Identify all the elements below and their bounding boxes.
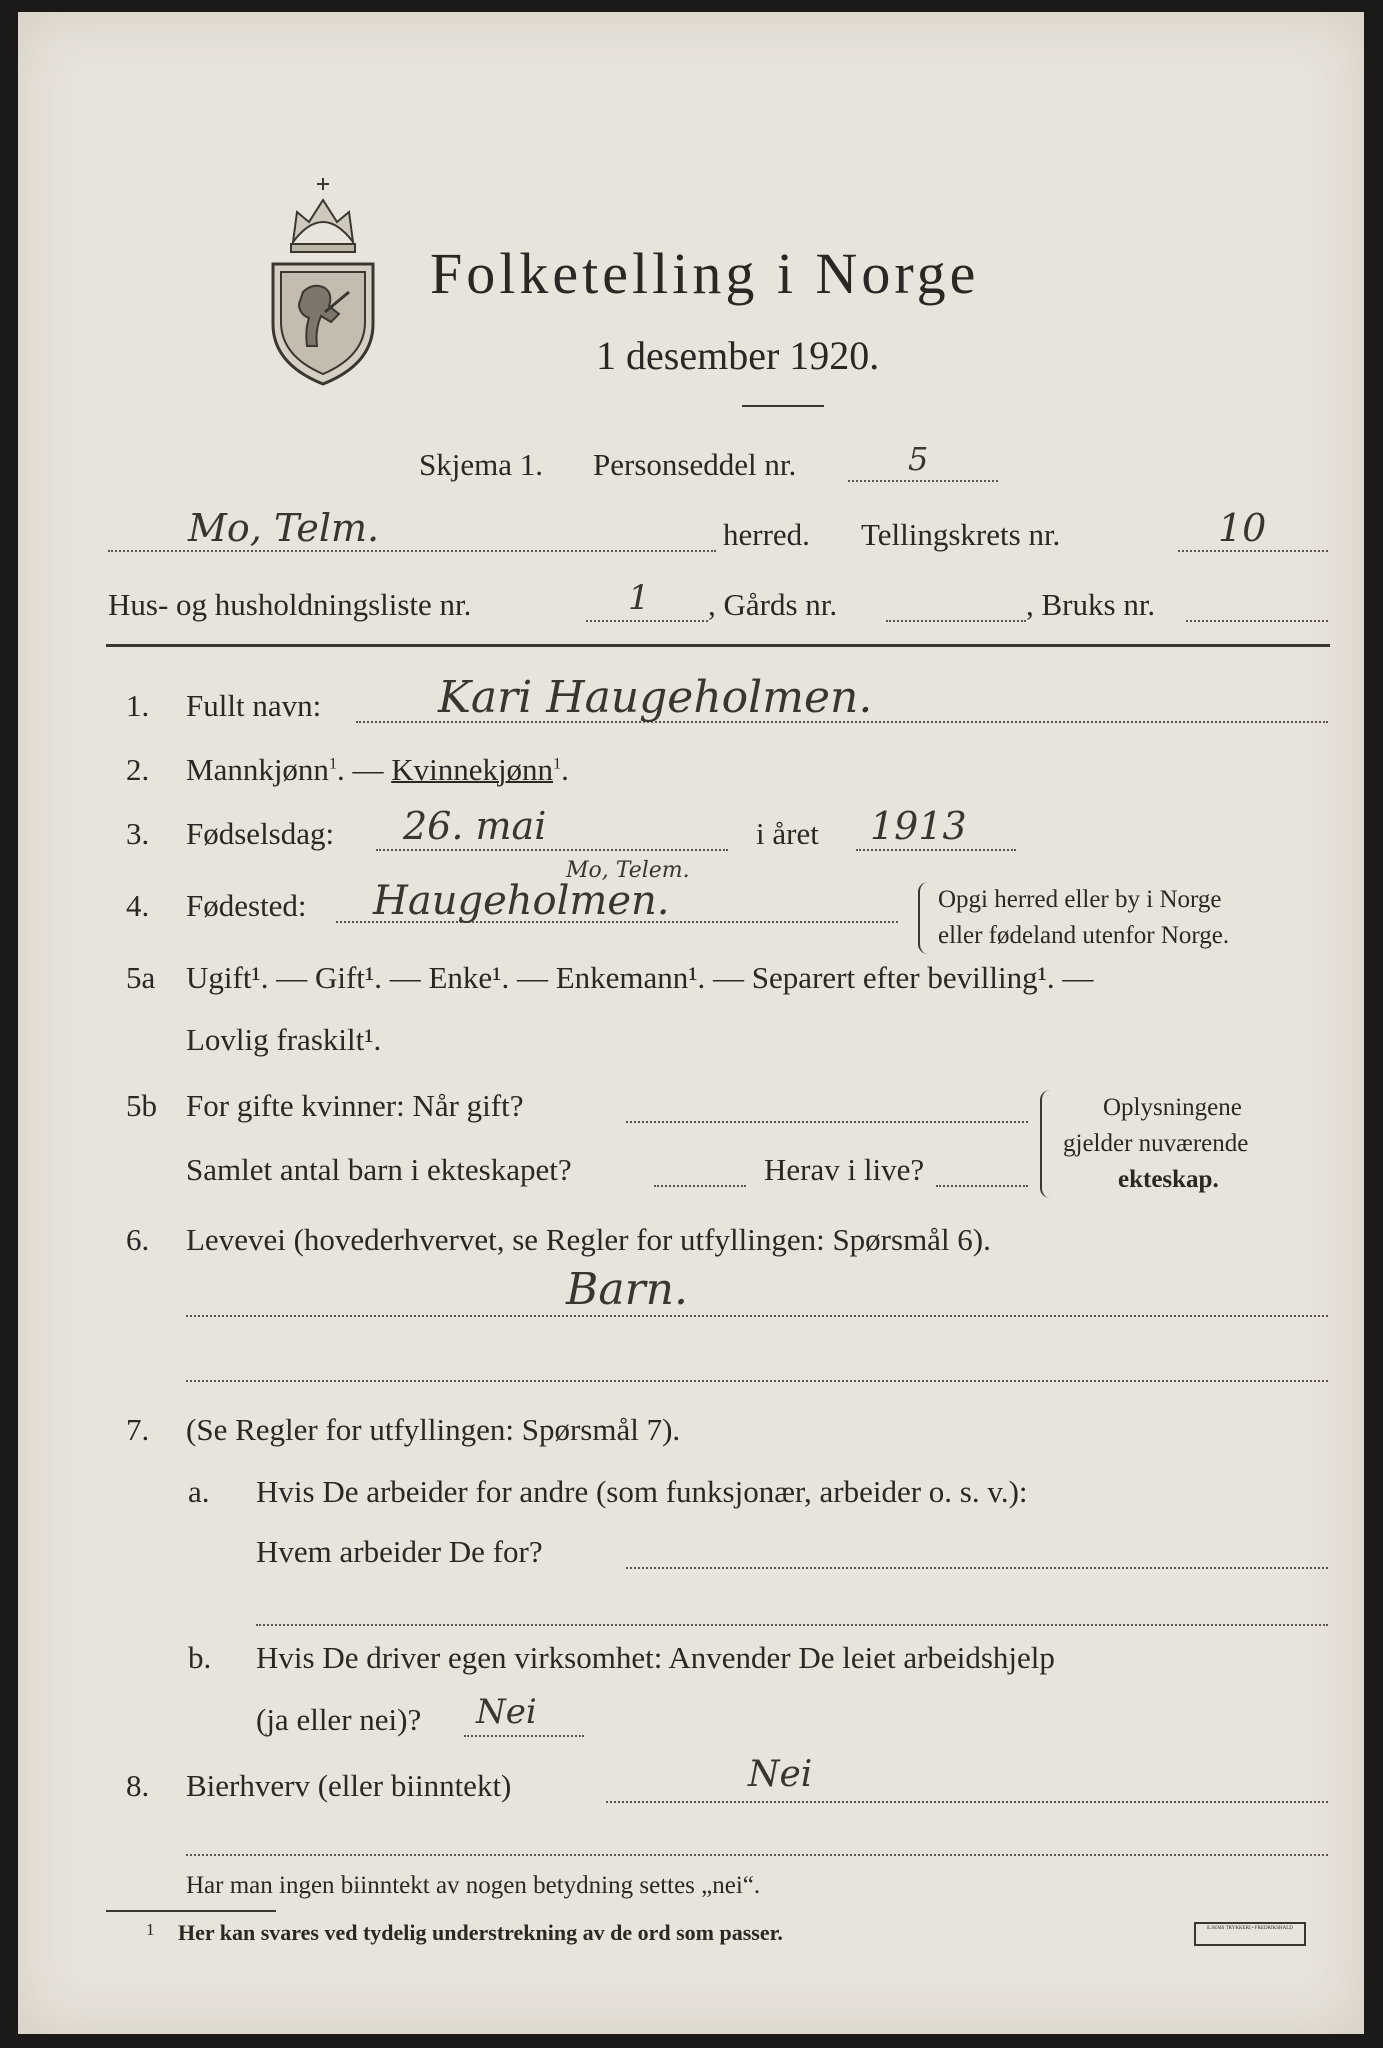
footnote-text: Her kan svares ved tydelig understrekning av de ord som passer. <box>178 1920 783 1945</box>
q2-options: Mannkjønn$^1$. — Kvinnekjønn$^1$. <box>186 752 569 787</box>
gards-label: , Gårds nr. <box>708 587 838 622</box>
q6-line-1 <box>186 1315 1328 1317</box>
q2-number: 2. <box>126 752 150 787</box>
q7b-number: b. <box>188 1640 212 1675</box>
q7b-value: Nei <box>476 1692 537 1732</box>
q1-value: Kari Haugeholmen. <box>438 672 873 723</box>
q2-separator: . — <box>336 752 392 787</box>
tellingskrets-line <box>1178 550 1328 552</box>
q8-number: 8. <box>126 1768 150 1803</box>
form-title: Folketelling i Norge <box>430 241 980 306</box>
bruks-line <box>1186 620 1328 622</box>
q7b-line-1: Hvis De driver egen virksomhet: Anvender De leiet arbeidshjelp <box>256 1640 1055 1675</box>
q3-number: 3. <box>126 816 150 851</box>
hus-label: Hus- og husholdningsliste nr. <box>108 587 472 622</box>
q5b-children-label: Samlet antal barn i ekteskapet? <box>186 1152 572 1187</box>
q8-value: Nei <box>748 1754 813 1795</box>
q7a-number: a. <box>188 1474 210 1509</box>
q3-year-line <box>856 849 1016 851</box>
bruks-label: , Bruks nr. <box>1026 587 1156 622</box>
q4-note-2: eller fødeland utenfor Norge. <box>938 922 1230 949</box>
tellingskrets-value: 10 <box>1218 506 1267 550</box>
herred-label: herred. <box>723 517 810 552</box>
q8-note: Har man ingen biinntekt av nogen betydning settes „nei“. <box>186 1872 761 1899</box>
q2-end: . <box>561 752 569 787</box>
q6-number: 6. <box>126 1222 150 1257</box>
q4-brace <box>918 882 930 954</box>
header-rule <box>106 644 1330 647</box>
q3-label: Fødselsdag: <box>186 816 335 851</box>
q5a-line-2: Lovlig fraskilt¹. <box>186 1022 382 1057</box>
tellingskrets-label: Tellingskrets nr. <box>861 517 1061 552</box>
q5b-brace <box>1040 1090 1052 1198</box>
hus-line <box>586 620 708 622</box>
q5b-line-1: For gifte kvinner: Når gift? <box>186 1088 524 1123</box>
q5b-alive-label: Herav i live? <box>764 1152 925 1187</box>
q6-label: Levevei (hovederhvervet, se Regler for utfyllingen: Spørsmål 6). <box>186 1222 991 1257</box>
q2-mannkjonn: Mannkjønn <box>186 752 329 787</box>
q8-label: Bierhverv (eller biinntekt) <box>186 1768 512 1803</box>
footnote-rule <box>106 1910 276 1912</box>
q5b-children-line <box>654 1185 746 1187</box>
q7-label: (Se Regler for utfyllingen: Spørsmål 7). <box>186 1412 681 1447</box>
q6-value: Barn. <box>566 1264 688 1315</box>
footnote-mark: 1 <box>146 1920 155 1939</box>
q5b-number: 5b <box>126 1088 157 1123</box>
q4-number: 4. <box>126 888 150 923</box>
q5a-line-1: Ugift¹. — Gift¹. — Enke¹. — Enkemann¹. — Separert efter bevilling¹. — <box>186 960 1094 995</box>
q7-number: 7. <box>126 1412 150 1447</box>
personseddel-value: 5 <box>908 440 929 478</box>
q5b-alive-line <box>936 1185 1028 1187</box>
personseddel-line <box>848 480 998 482</box>
census-date: 1 desember 1920. <box>596 333 880 378</box>
q7a-line-2: Hvem arbeider De for? <box>256 1534 543 1569</box>
q3-year-label: i året <box>756 816 819 851</box>
q7a-line-extra <box>256 1624 1328 1626</box>
q1-label: Fullt navn: <box>186 688 322 723</box>
q1-number: 1. <box>126 688 150 723</box>
q5b-note-1: Oplysningene <box>1103 1094 1242 1121</box>
q3-line <box>376 849 728 851</box>
title-divider <box>742 405 824 407</box>
q5b-when-line <box>626 1121 1028 1123</box>
q5b-note-3: ekteskap. <box>1118 1166 1219 1193</box>
q7a-line <box>626 1567 1328 1569</box>
q8-line <box>606 1801 1328 1803</box>
skjema-label: Skjema 1. <box>419 447 543 482</box>
norway-coat-of-arms-icon <box>263 172 383 387</box>
q3-value: 26. mai <box>403 804 547 848</box>
q6-line-2 <box>186 1380 1328 1382</box>
hus-value: 1 <box>628 578 650 618</box>
q5a-number: 5a <box>126 960 156 995</box>
q7b-line <box>464 1735 584 1737</box>
gards-line <box>886 620 1026 622</box>
q3-year-value: 1913 <box>870 804 967 848</box>
herred-line <box>108 550 716 552</box>
q8-line-extra <box>186 1854 1328 1856</box>
q4-value-above: Mo, Telem. <box>566 858 690 883</box>
q4-value: Haugeholmen. <box>373 878 670 924</box>
q5b-note-2: gjelder nuværende <box>1063 1130 1249 1157</box>
q7b-line-2: (ja eller nei)? <box>256 1702 422 1737</box>
personseddel-label: Personseddel nr. <box>593 447 797 482</box>
q7a-line-1: Hvis De arbeider for andre (som funksjonær, arbeider o. s. v.): <box>256 1474 1028 1509</box>
census-form <box>18 12 1364 2034</box>
q4-note-1: Opgi herred eller by i Norge <box>938 886 1222 913</box>
herred-value: Mo, Telm. <box>188 506 380 550</box>
q4-label: Fødested: <box>186 888 307 923</box>
printer-mark: E.SEMS TRYKKERI • FREDRIKSHALD <box>1194 1922 1306 1946</box>
q2-kvinnekjonn: Kvinnekjønn <box>391 752 554 787</box>
